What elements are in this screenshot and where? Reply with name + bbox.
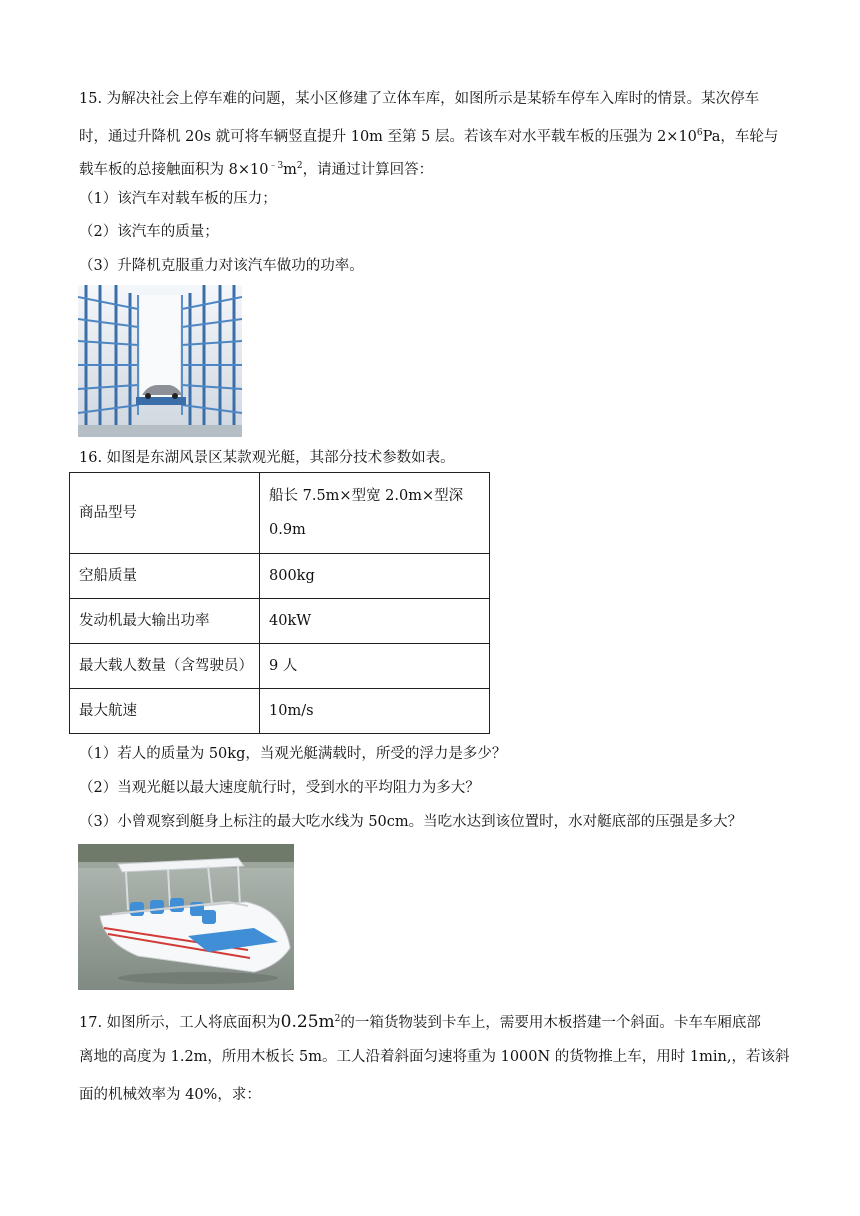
table-cell-value xyxy=(260,473,490,554)
q17-line-3: 面的机械效率为 40%，求： xyxy=(79,1087,261,1103)
table-row xyxy=(70,599,490,644)
table-row xyxy=(70,644,490,689)
q17-line-1 xyxy=(79,1009,761,1033)
q15-line-1: 15. 为解决社会上停车难的问题，某小区修建了立体车库，如图所示是某轿车停车入库时的情景。某次停车 xyxy=(79,91,760,107)
sightseeing-boat-image xyxy=(78,844,294,990)
table-row xyxy=(70,554,490,599)
table-cell-value-line-2: 0.9m xyxy=(269,522,306,538)
q15-line-2 xyxy=(79,123,778,147)
table-cell-value-line-1: 船长 7.5m×型宽 2.0m×型深 xyxy=(269,488,464,504)
spec-table xyxy=(69,472,490,734)
q15-sub-1: （1）该汽车对载车板的压力； xyxy=(79,191,277,207)
table-cell-key: 最大航速 xyxy=(70,689,260,734)
q17-area-exponent: 2 xyxy=(334,1014,341,1024)
table-cell-value: 800kg xyxy=(260,554,490,599)
table-cell-key: 发动机最大输出功率 xyxy=(70,599,260,644)
table-cell-key: 最大载人数量（含驾驶员） xyxy=(70,644,260,689)
q15-sub-3: （3）升降机克服重力对该汽车做功的功率。 xyxy=(79,258,364,274)
q16-sub-1: （1）若人的质量为 50kg，当观光艇满载时，所受的浮力是多少？ xyxy=(79,746,507,762)
parking-garage-image xyxy=(78,285,242,437)
table-cell-key: 空船质量 xyxy=(70,554,260,599)
q15-exponent: 6 xyxy=(696,128,703,138)
q15-unit: m xyxy=(283,162,297,178)
table-row xyxy=(70,689,490,734)
table-cell-key: 商品型号 xyxy=(70,473,260,554)
table-cell-value: 40kW xyxy=(260,599,490,644)
q16-sub-2: （2）当观光艇以最大速度航行时，受到水的平均阻力为多大？ xyxy=(79,780,480,796)
q17-area-value: 0.25m xyxy=(280,1012,335,1032)
q15-line-3-tail: ，请通过计算回答： xyxy=(302,162,434,178)
q15-line-2-tail: Pa，车轮与 xyxy=(702,129,779,145)
q16-sub-3: （3）小曾观察到艇身上标注的最大吃水线为 50cm。当吃水达到该位置时，水对艇底部的压强是多大？ xyxy=(79,814,743,830)
table-row xyxy=(70,473,490,554)
q17-line-2: 离地的高度为 1.2m，所用木板长 5m。工人沿着斜面匀速将重为 1000N 的货物推上车，用时 1min,，若该斜 xyxy=(79,1049,790,1065)
q15-sub-2: （2）该汽车的质量； xyxy=(79,224,219,240)
q15-unit-exponent: 2 xyxy=(296,161,303,171)
table-cell-value: 9 人 xyxy=(260,644,490,689)
table-cell-value: 10m/s xyxy=(260,689,490,734)
q15-line-3 xyxy=(79,156,433,180)
q15-exponent-neg: ﹣3 xyxy=(268,161,284,171)
q16-intro: 16. 如图是东湖风景区某款观光艇，其部分技术参数如表。 xyxy=(79,450,455,466)
q17-line-1-text: 17. 如图所示，工人将底面积为 xyxy=(79,1015,281,1031)
q15-line-3-text: 载车板的总接触面积为 8×10 xyxy=(79,162,269,178)
q15-line-2-text: 时，通过升降机 20s 就可将车辆竖直提升 10m 至第 5 层。若该车对水平载车板的压强为 2×10 xyxy=(79,129,697,145)
q17-line-1-tail: 的一箱货物装到卡车上，需要用木板搭建一个斜面。卡车车厢底部 xyxy=(340,1015,761,1031)
